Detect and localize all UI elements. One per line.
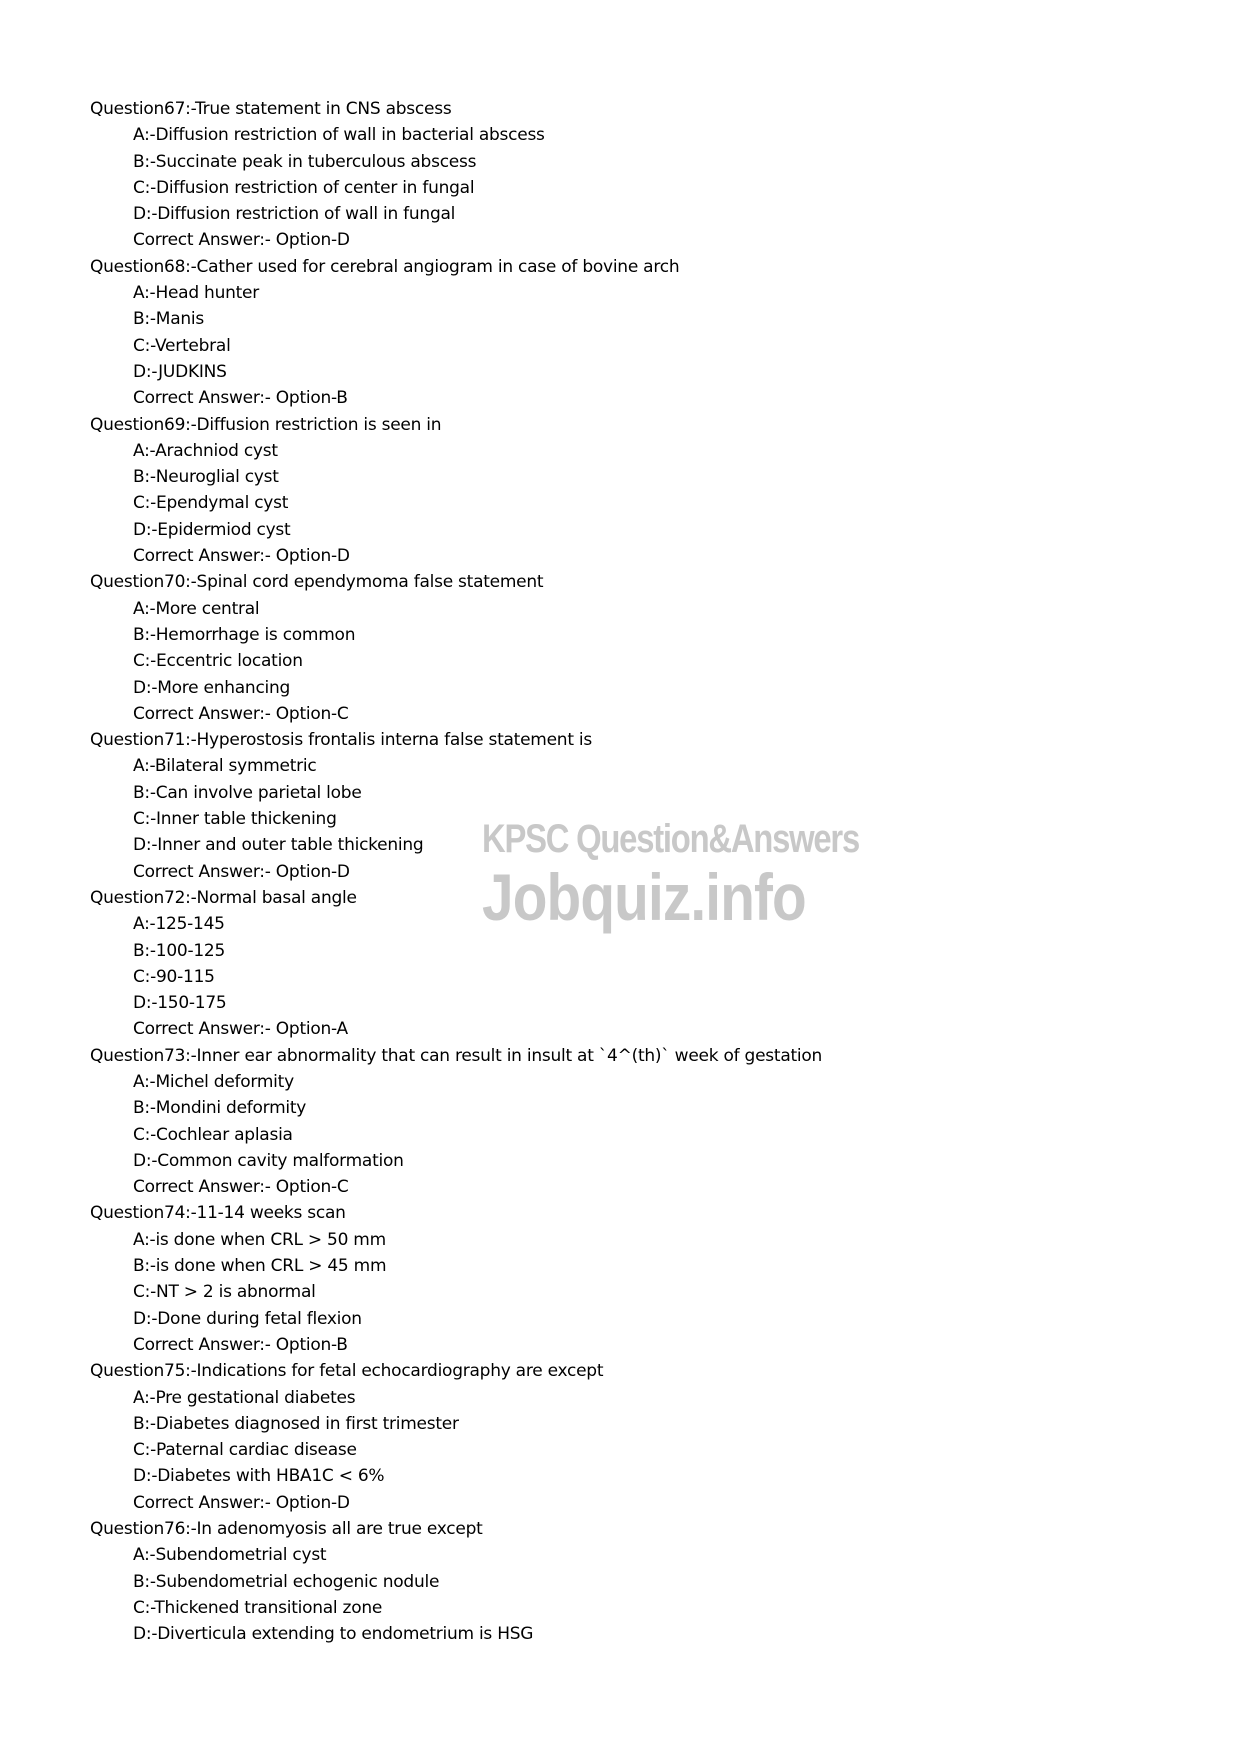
question-document bbox=[90, 96, 1190, 1648]
question-text: Question68:-Cather used for cerebral angiogram in case of bovine arch bbox=[90, 256, 680, 277]
option-d: D:-Done during fetal flexion bbox=[133, 1308, 362, 1329]
option-b: B:-Hemorrhage is common bbox=[133, 624, 356, 645]
option-a: A:-is done when CRL > 50 mm bbox=[133, 1229, 386, 1250]
option-c: C:-Diffusion restriction of center in fungal bbox=[133, 177, 475, 198]
option-a: A:-Bilateral symmetric bbox=[133, 756, 317, 777]
option-a: A:-125-145 bbox=[133, 914, 225, 935]
question-text: Question71:-Hyperostosis frontalis interna false statement is bbox=[90, 730, 592, 751]
option-b: B:-Diabetes diagnosed in first trimester bbox=[133, 1413, 459, 1434]
option-c: C:-Paternal cardiac disease bbox=[133, 1440, 357, 1461]
option-c: C:-Cochlear aplasia bbox=[133, 1124, 293, 1145]
question-text: Question69:-Diffusion restriction is seen in bbox=[90, 414, 442, 435]
correct-answer: Correct Answer:- Option-A bbox=[133, 1019, 348, 1040]
watermark-line-1: KPSC Question&Answers bbox=[482, 817, 859, 861]
question-block bbox=[90, 96, 1190, 254]
question-text: Question73:-Inner ear abnormality that can result in insult at `4^(th)` week of gestation bbox=[90, 1045, 823, 1066]
option-c: C:-Thickened transitional zone bbox=[133, 1597, 383, 1618]
option-d: D:-JUDKINS bbox=[133, 361, 227, 382]
correct-answer: Correct Answer:- Option-D bbox=[133, 861, 350, 882]
option-b: B:-Neuroglial cyst bbox=[133, 467, 279, 488]
option-c: C:-90-115 bbox=[133, 966, 215, 987]
correct-answer: Correct Answer:- Option-B bbox=[133, 388, 348, 409]
option-b: B:-Manis bbox=[133, 309, 204, 330]
question-text: Question72:-Normal basal angle bbox=[90, 887, 357, 908]
option-b: B:-100-125 bbox=[133, 940, 226, 961]
question-block bbox=[90, 727, 1190, 885]
correct-answer: Correct Answer:- Option-D bbox=[133, 1492, 350, 1513]
question-text: Question75:-Indications for fetal echocardiography are except bbox=[90, 1361, 604, 1382]
question-text: Question76:-In adenomyosis all are true except bbox=[90, 1519, 483, 1540]
option-d: D:-Common cavity malformation bbox=[133, 1150, 404, 1171]
option-a: A:-Arachniod cyst bbox=[133, 440, 278, 461]
question-block bbox=[90, 1200, 1190, 1358]
option-d: D:-Inner and outer table thickening bbox=[133, 835, 424, 856]
question-text: Question74:-11-14 weeks scan bbox=[90, 1203, 346, 1224]
option-c: C:-NT > 2 is abnormal bbox=[133, 1282, 316, 1303]
option-c: C:-Ependymal cyst bbox=[133, 493, 289, 514]
option-b: B:-Mondini deformity bbox=[133, 1098, 307, 1119]
option-b: B:-Can involve parietal lobe bbox=[133, 782, 362, 803]
correct-answer: Correct Answer:- Option-B bbox=[133, 1334, 348, 1355]
question-block bbox=[90, 569, 1190, 727]
correct-answer: Correct Answer:- Option-C bbox=[133, 1177, 349, 1198]
option-d: D:-Epidermiod cyst bbox=[133, 519, 291, 540]
option-d: D:-Diffusion restriction of wall in fungal bbox=[133, 204, 456, 225]
correct-answer: Correct Answer:- Option-D bbox=[133, 546, 350, 567]
question-text: Question67:-True statement in CNS abscess bbox=[90, 99, 452, 119]
option-b: B:-is done when CRL > 45 mm bbox=[133, 1256, 387, 1277]
correct-answer: Correct Answer:- Option-D bbox=[133, 230, 350, 251]
question-block bbox=[90, 254, 1190, 412]
question-text: Question70:-Spinal cord ependymoma false statement bbox=[90, 572, 544, 593]
option-d: D:-Diabetes with HBA1C < 6% bbox=[133, 1466, 385, 1487]
option-a: A:-Subendometrial cyst bbox=[133, 1545, 327, 1566]
option-d: D:-Diverticula extending to endometrium is HSG bbox=[133, 1624, 534, 1645]
option-a: A:-Michel deformity bbox=[133, 1071, 294, 1092]
question-block bbox=[90, 885, 1190, 1043]
option-a: A:-More central bbox=[133, 598, 260, 619]
option-c: C:-Eccentric location bbox=[133, 651, 303, 672]
option-b: B:-Subendometrial echogenic nodule bbox=[133, 1571, 440, 1592]
option-d: D:-150-175 bbox=[133, 993, 227, 1014]
watermark-line-2: Jobquiz.info bbox=[482, 860, 806, 934]
option-b: B:-Succinate peak in tuberculous abscess bbox=[133, 151, 477, 172]
question-block bbox=[90, 1516, 1190, 1647]
option-a: A:-Pre gestational diabetes bbox=[133, 1387, 356, 1408]
question-block bbox=[90, 412, 1190, 570]
option-a: A:-Diffusion restriction of wall in bacterial abscess bbox=[133, 125, 545, 146]
question-block bbox=[90, 1043, 1190, 1201]
correct-answer: Correct Answer:- Option-C bbox=[133, 703, 349, 724]
option-d: D:-More enhancing bbox=[133, 677, 291, 698]
question-block bbox=[90, 1358, 1190, 1516]
option-a: A:-Head hunter bbox=[133, 283, 259, 304]
option-c: C:-Inner table thickening bbox=[133, 809, 337, 830]
option-c: C:-Vertebral bbox=[133, 335, 231, 356]
